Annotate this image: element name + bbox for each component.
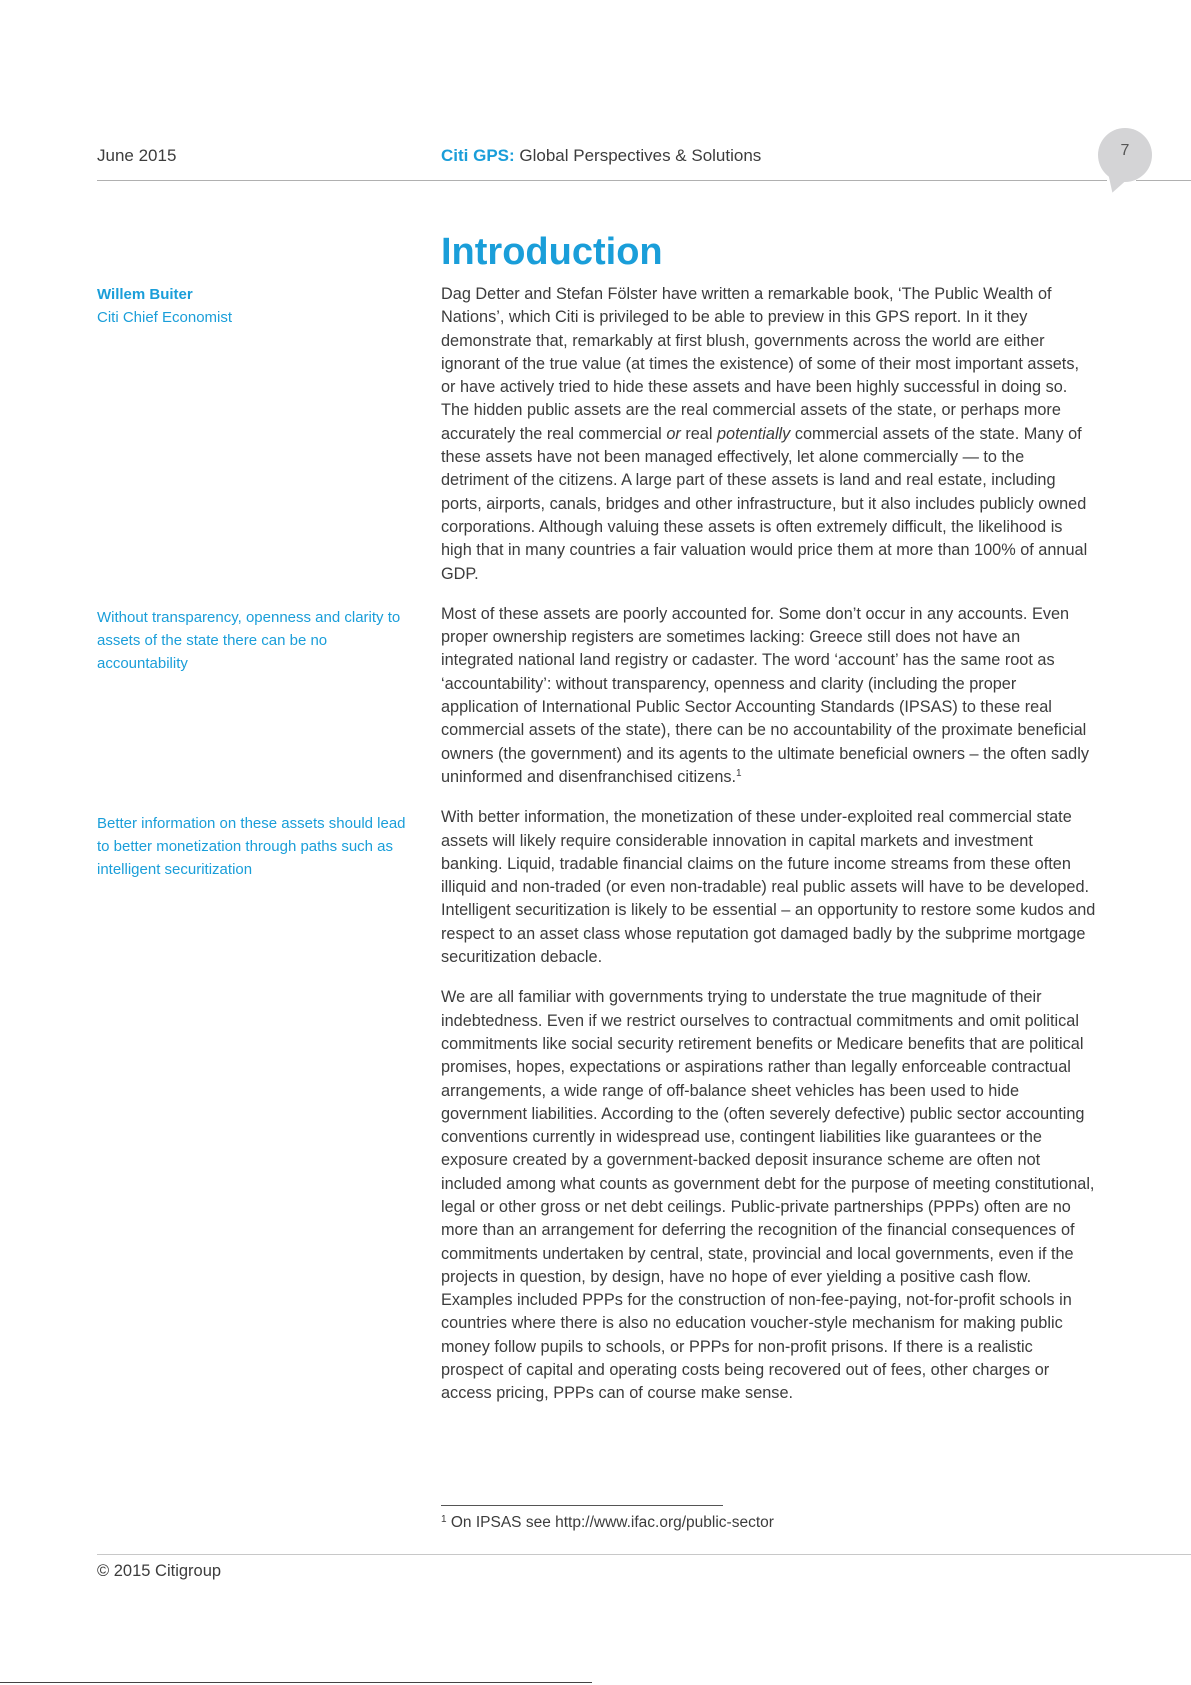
- footnote: [441, 1514, 774, 1532]
- footnote-number: 1: [441, 1514, 447, 1525]
- paragraph-1-text-a: Dag Detter and Stefan Fölster have written a remarkable book, ‘The Public Wealth of Nations’, which Citi is privileged to be able to preview in this GPS report. In it they demonstrate that, remarkably at first blush, governments across the world are either ignorant of the true value (at times the existence) of some of their most important assets, or have actively tried to hide these assets and have been highly successful in doing so. The hidden public assets are the real commercial assets of the state, or perhaps more accurately the real commercial: [441, 285, 1079, 443]
- paragraph-1-emphasis-or: or: [666, 424, 681, 443]
- footnote-reference: 1: [736, 767, 742, 779]
- author-block: [97, 283, 407, 329]
- author-name: Willem Buiter: [97, 286, 193, 303]
- header-series-title: [441, 146, 761, 166]
- header-brand: Citi GPS:: [441, 146, 515, 165]
- paragraph-4: We are all familiar with governments trying to understate the true magnitude of their indebtedness. Even if we restrict ourselves to contractual commitments and omit political commitments like social security retirement benefits or Medicare benefits that are political promises, hopes, expectations or aspirations rather than legally enforceable contractual arrangements, a wide range of off-balance sheet vehicles has been used to hide government liabilities. According to the (often severely defective) public sector accounting conventions currently in widespread use, contingent liabilities like guarantees or the exposure created by a government-backed deposit insurance scheme are often not included among what counts as government debt for the purpose of meeting constitutional, legal or other gross or net debt ceilings. Public-private partnerships (PPPs) often are no more than an arrangement for deferring the recognition of the financial consequences of commitments undertaken by central, state, provincial and local governments, even if the projects in question, by design, have no hope of ever yielding a positive cash flow. Examples included PPPs for the construction of non-fee-paying, not-for-profit schools in countries where there is also no education voucher-style mechanism for making public money follow pupils to schools, or PPPs for non-profit prisons. If there is a realistic prospect of capital and operating costs being recovered out of fees, other charges or access pricing, PPPs can of course make sense.: [441, 988, 1095, 1403]
- paragraph-3: With better information, the monetization of these under-exploited real commercial state assets will likely require considerable innovation in capital markets and investment banking. Liquid, tradable financial claims on the future income streams from these often illiquid and non-traded (or even non-tradable) real public assets will have to be developed. Intelligent securitization is likely to be essential – an opportunity to restore some kudos and respect to an asset class whose reputation got damaged badly by the subprime mortgage securitization debacle.: [441, 808, 1096, 967]
- copyright: © 2015 Citigroup: [97, 1562, 222, 1580]
- header-divider: [97, 180, 1107, 181]
- sidenote-accountability: Without transparency, openness and clarity to assets of the state there can be no accountability: [97, 609, 401, 672]
- header-divider-right: [1136, 180, 1191, 181]
- article-body: [441, 283, 1096, 1423]
- page-title: Introduction: [441, 231, 663, 273]
- paragraph-2: [441, 603, 1096, 789]
- footnote-divider: [441, 1505, 723, 1506]
- header-date: June 2015: [97, 146, 177, 165]
- paragraph-1-text-b: real: [680, 424, 717, 443]
- paragraph-1: [441, 283, 1096, 586]
- page-number-badge: [1098, 128, 1152, 182]
- page-bottom-rule: [0, 1682, 592, 1683]
- paragraph-2-text: Most of these assets are poorly accounted for. Some don’t occur in any accounts. Even proper ownership registers are sometimes lacking: Greece still does not have an integrated national land registry or cadaster. The word ‘account’ has the same root as ‘accountability’: without transparency, openness and clarity (including the proper application of International Public Sector Accounting Standards (IPSAS) to these real commercial assets of the state), there can be no accountability of the proximate beneficial owners (the government) and its agents to the ultimate beneficial owners – the often sadly uninformed and disenfranchised citizens.: [441, 604, 1089, 786]
- paragraph-1-text-c: commercial assets of the state. Many of these assets have not been managed effectively, let alone commercially — to the detriment of the citizens. A large part of these assets is land and real estate, including ports, airports, canals, bridges and other infrastructure, but it also includes publicly owned corporations. Although valuing these assets is often extremely difficult, the likelihood is high that in many countries a fair valuation would price them at more than 100% of annual GDP.: [441, 424, 1088, 583]
- footnote-text: On IPSAS see http://www.ifac.org/public-sector: [446, 1514, 774, 1531]
- author-role: Citi Chief Economist: [97, 309, 233, 326]
- page-number: 7: [1120, 142, 1130, 159]
- footer-divider: [97, 1554, 1191, 1555]
- header-series-subtitle: Global Perspectives & Solutions: [514, 146, 762, 165]
- sidenote-monetization: Better information on these assets should lead to better monetization through paths such as intelligent securitization: [97, 815, 406, 878]
- paragraph-1-emphasis-potentially: potentially: [717, 424, 791, 443]
